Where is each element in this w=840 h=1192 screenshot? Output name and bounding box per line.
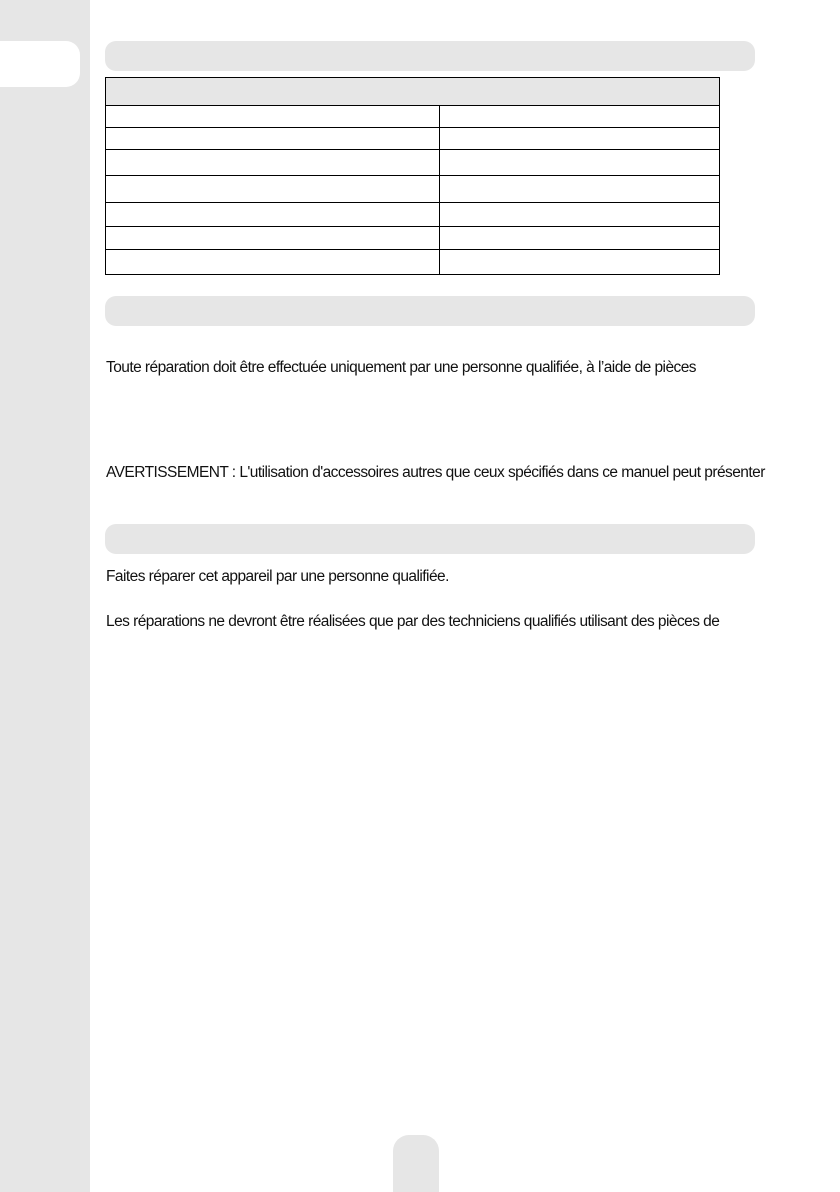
- section-header-bar-2: [105, 296, 755, 326]
- table-cell: [106, 227, 440, 250]
- left-margin-band: [0, 0, 90, 1192]
- table-cell: [106, 150, 440, 176]
- service-paragraph: Faites réparer cet appareil par une personne qualifiée.: [106, 568, 449, 585]
- table-row: [106, 106, 720, 128]
- warning-paragraph: AVERTISSEMENT : L'utilisation d'accessoires autres que ceux spécifiés dans ce manuel peut présenter: [106, 464, 765, 481]
- table-row: [106, 150, 720, 176]
- table-cell: [440, 176, 720, 203]
- table-cell: [440, 128, 720, 150]
- table-cell: [106, 128, 440, 150]
- technicians-paragraph: Les réparations ne devront être réalisées que par des techniciens qualifiés utilisant des pièces de: [106, 613, 720, 630]
- table-row: [106, 176, 720, 203]
- table-cell: [440, 203, 720, 227]
- table-row: [106, 227, 720, 250]
- table-row: [106, 128, 720, 150]
- section-header-bar-3: [105, 524, 755, 554]
- table-row: [106, 250, 720, 275]
- table-cell: [106, 176, 440, 203]
- table-cell: [106, 106, 440, 128]
- table-row: [106, 203, 720, 227]
- page-number-tab: [393, 1135, 439, 1192]
- language-tab: [0, 41, 80, 87]
- section-header-bar-1: [105, 41, 755, 71]
- table-cell: [106, 250, 440, 275]
- table-cell: [440, 227, 720, 250]
- spec-table-header-cell: [106, 78, 720, 106]
- spec-table-header-row: [106, 78, 720, 106]
- spec-table: [105, 77, 720, 275]
- repair-paragraph: Toute réparation doit être effectuée uniquement par une personne qualifiée, à l’aide de pièces: [106, 359, 696, 376]
- table-cell: [440, 150, 720, 176]
- table-cell: [440, 106, 720, 128]
- table-cell: [106, 203, 440, 227]
- table-cell: [440, 250, 720, 275]
